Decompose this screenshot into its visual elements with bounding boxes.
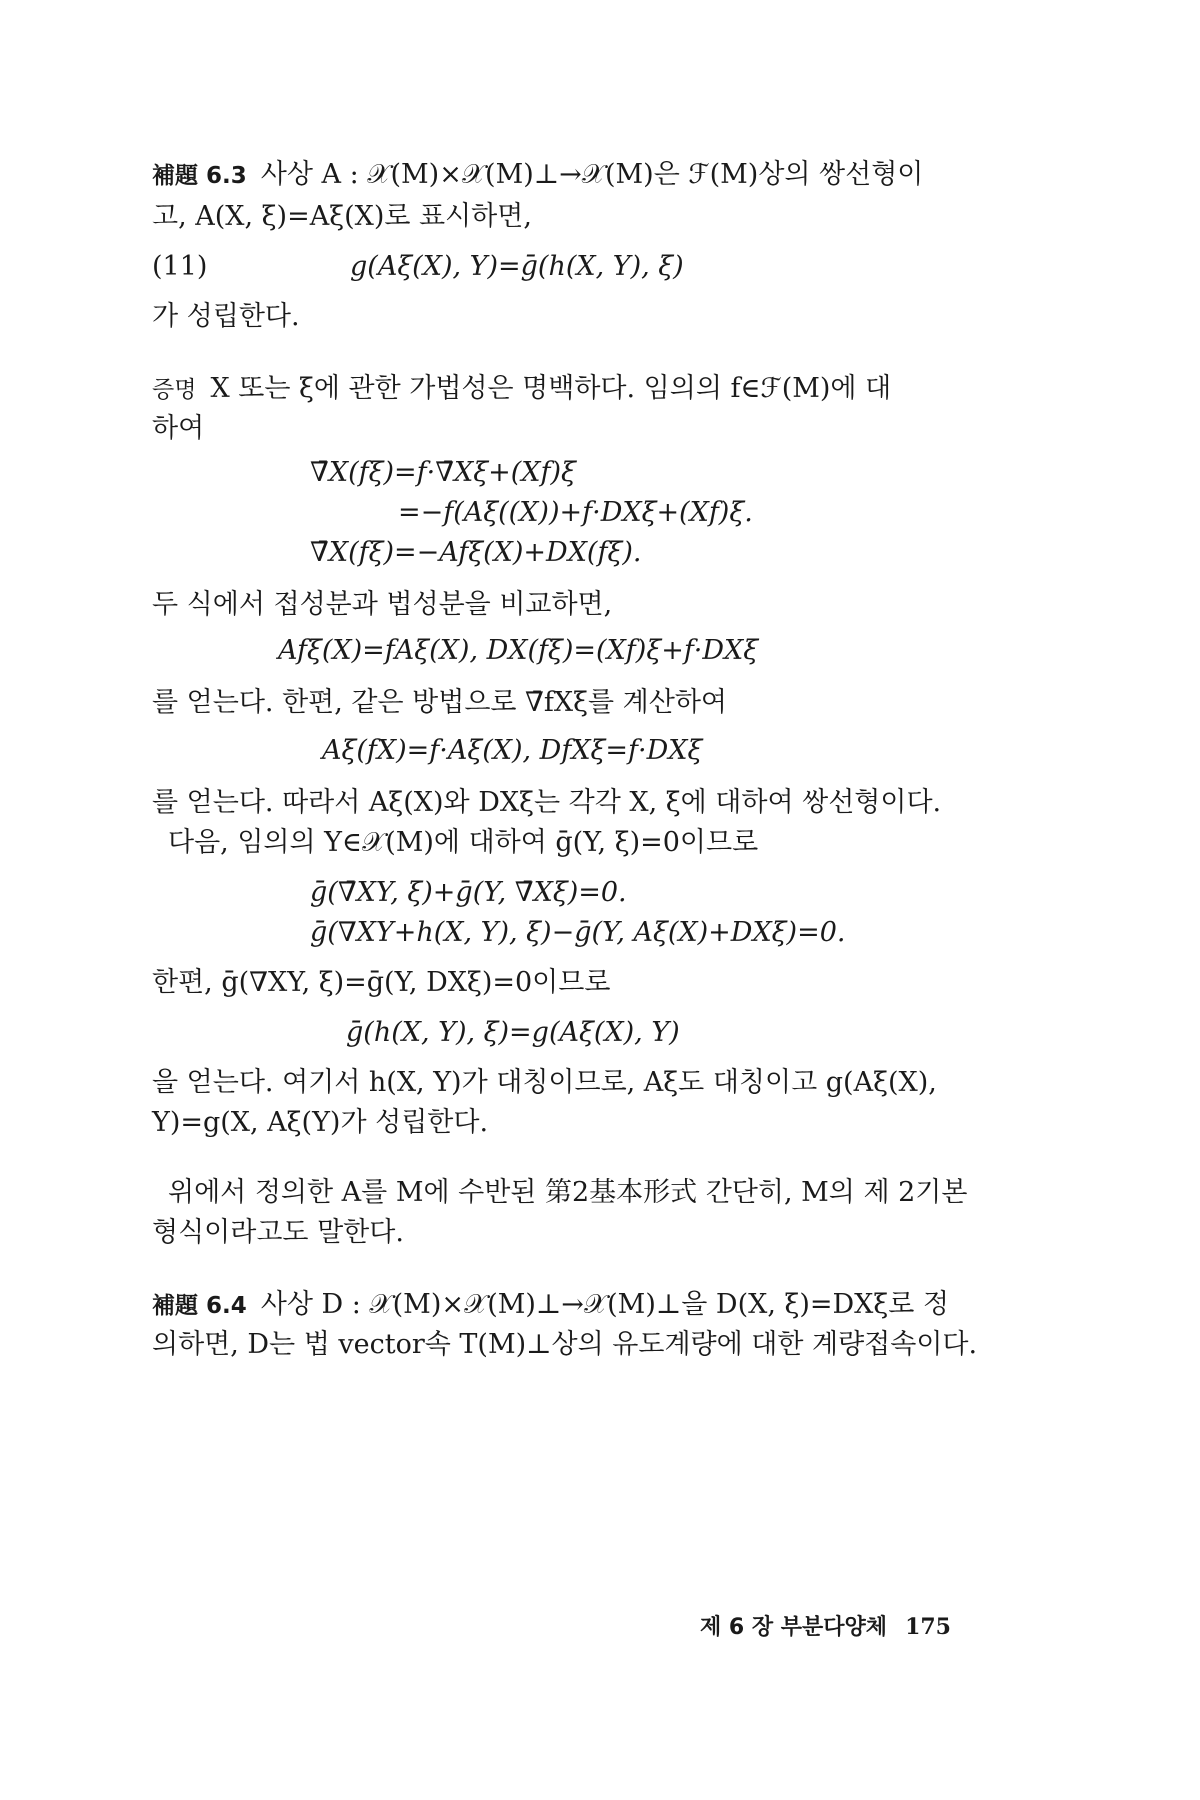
proof-line-4: 를 얻는다. 한편, 같은 방법으로 ∇̄fXξ를 계산하여 bbox=[152, 687, 727, 718]
equation-11-body: g(Aξ(X), Y)=ḡ(h(X, Y), ξ) bbox=[350, 251, 684, 282]
proof-line-6: 다음, 임의의 Y∈𝒳(M)에 대하여 ḡ(Y, ξ)=0이므로 bbox=[168, 827, 759, 858]
proof-line-3: 두 식에서 접성분과 법성분을 비교하면, bbox=[152, 589, 613, 620]
chapter-title: 제 6 장 부분다양체 bbox=[700, 1615, 888, 1640]
proof-line-2: 하여 bbox=[152, 413, 205, 444]
lemma-6-4-line-2: 의하면, D는 법 vector속 T(M)⊥상의 유도계량에 대한 계량접속이다. bbox=[152, 1329, 978, 1360]
proof-line-1: 증명 X 또는 ξ에 관한 가법성은 명백하다. 임의의 f∈ℱ(M)에 대 bbox=[152, 373, 892, 404]
remark-line-2: 형식이라고도 말한다. bbox=[152, 1217, 404, 1248]
page-footer bbox=[700, 1610, 951, 1641]
lemma-6-3-line-1: 補題 6.3 사상 A : 𝒳(M)×𝒳(M)⊥→𝒳(M)은 ℱ(M)상의 쌍선형이 bbox=[152, 159, 924, 190]
proof-label: 증명 bbox=[152, 377, 197, 403]
proof-line-8: 을 얻는다. 여기서 h(X, Y)가 대칭이므로, Aξ도 대칭이고 g(Aξ(X), bbox=[152, 1067, 937, 1098]
lemma-6-4-line-1: 補題 6.4 사상 D : 𝒳(M)×𝒳(M)⊥→𝒳(M)⊥을 D(X, ξ)=DXξ로 정 bbox=[152, 1289, 949, 1320]
proof-line-5: 를 얻는다. 따라서 Aξ(X)와 DXξ는 각각 X, ξ에 대하여 쌍선형이다. bbox=[152, 787, 942, 818]
lemma-6-3-line-2: 고, A(X, ξ)=Aξ(X)로 표시하면, bbox=[152, 201, 532, 232]
book-page: 補題 6.3 사상 A : 𝒳(M)×𝒳(M)⊥→𝒳(M)은 ℱ(M)상의 쌍선형이 고, A(X, ξ)=Aξ(X)로 표시하면, (11) g(Aξ(X), Y)=ḡ(h(X, Y), ξ) 가 성립한다. 증명 X 또는 ξ에 관한 가법성은 명백하다. 임의의 f∈ℱ(M)에 대 하여 ∇̄X(fξ)=f·∇̄Xξ+(Xf)ξ =−f(Aξ((X))+f·DXξ+(Xf)ξ. ∇̄X(fξ)=−Afξ(X)+DX(fξ). 두 식에서 접성분과 법성분을 비교하면, Afξ(X)=fAξ(X), DX(fξ)=(Xf)ξ+f·DXξ 를 얻는다. 한편, 같은 방법으로 ∇̄fXξ를 계산하여 Aξ(fX)=f·Aξ(X), DfXξ=f·DXξ 를 얻는다. 따라서 Aξ(X)와 DXξ는 각각 X, ξ에 대하여 쌍선형이다. 다음, 임의의 Y∈𝒳(M)에 대하여 ḡ(Y, ξ)=0이므로 ḡ(∇̄XY, ξ)+ḡ(Y, ∇̄Xξ)=0. ḡ(∇XY+h(X, Y), ξ)−ḡ(Y, Aξ(X)+DXξ)=0. 한편, ḡ(∇XY, ξ)=ḡ(Y, DXξ)=0이므로 ḡ(h(X, Y), ξ)=g(Aξ(X), Y) 을 얻는다. 여기서 h(X, Y)가 대칭이므로, Aξ도 대칭이고 g(Aξ(X), Y)=g(X, Aξ(Y)가 성립한다. 위에서 정의한 A를 M에 수반된 第2基本形式 간단히, M의 제 2기본 형식이라고도 말한다. 補題 6.4 사상 D : 𝒳(M)×𝒳(M)⊥→𝒳(M)⊥을 D(X, ξ)=DXξ로 정 의하면, D는 법 vector속 T(M)⊥상의 유도계량에 대한 계량접속이다. 제 6 장 부분다양체 175 bbox=[0, 0, 1200, 1800]
page-number: 175 bbox=[905, 1614, 951, 1640]
equation-number: (11) bbox=[152, 251, 208, 282]
proof-line-7: 한편, ḡ(∇XY, ξ)=ḡ(Y, DXξ)=0이므로 bbox=[152, 967, 611, 998]
lemma-6-3-line-3: 가 성립한다. bbox=[152, 301, 300, 332]
lemma-6-4-label: 補題 6.4 bbox=[152, 1293, 247, 1319]
lemma-6-3-label: 補題 6.3 bbox=[152, 163, 247, 189]
remark-line-1: 위에서 정의한 A를 M에 수반된 第2基本形式 간단히, M의 제 2기본 bbox=[168, 1177, 968, 1208]
proof-line-9: Y)=g(X, Aξ(Y)가 성립한다. bbox=[152, 1107, 489, 1138]
